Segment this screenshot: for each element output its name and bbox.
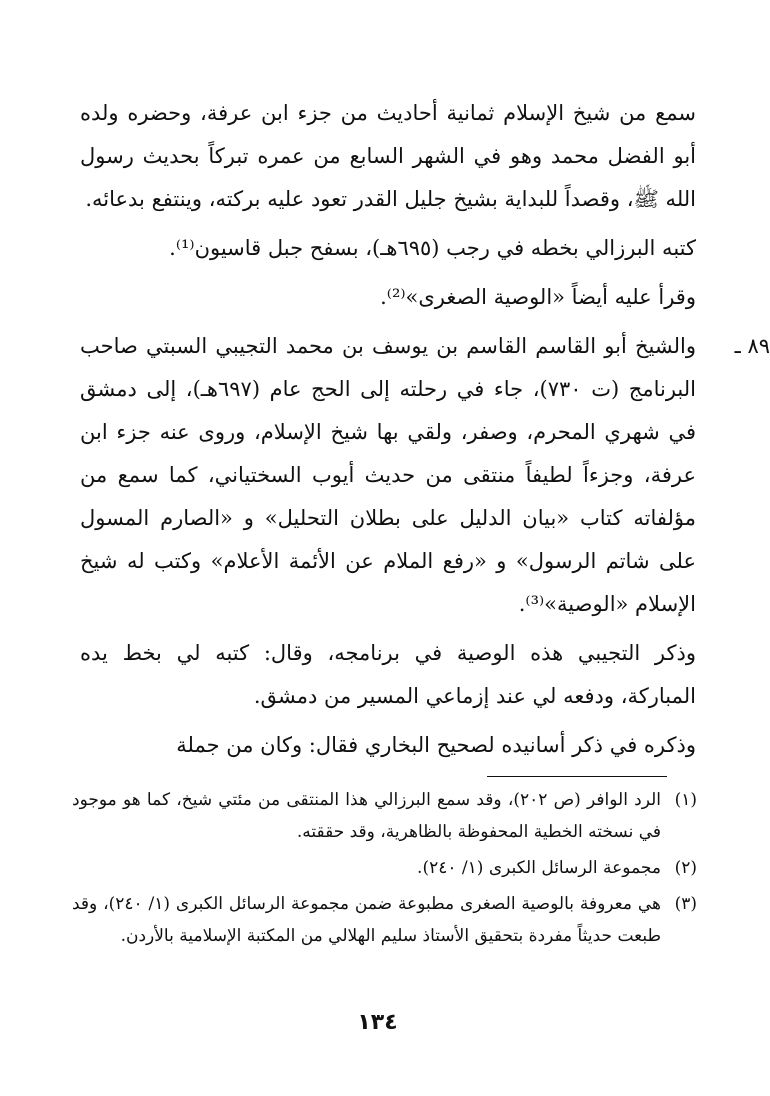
footnote-divider [487,776,667,777]
footnote-text: هي معروفة بالوصية الصغرى مطبوعة ضمن مجموعة الرسائل الكبرى (١/ ٢٤٠)، وقد طبعت حديثاً مفردة بتحقيق الأستاذ سليم الهلالي من المكتبة الإسلامية بالأردن. [72,894,661,946]
footnote-2 [72,852,697,884]
footnote-number: (٣) [674,894,697,914]
page-number: ١٣٤ [357,1010,398,1035]
entry-number: ٨٩ ـ [734,334,770,358]
paragraph-6: وذكره في ذكر أسانيده لصحيح البخاري فقال: وكان من جملة [176,733,696,757]
footnote-number: (١) [674,790,697,810]
paragraph-1: سمع من شيخ الإسلام ثمانية أحاديث من جزء ابن عرفة، وحضره ولده أبو الفضل محمد وهو في الشهر السابع من عمره تبركاً بحديث رسول الله ﷺ، وقصداً للبداية بشيخ جليل القدر تعود عليه بركته، وينتفع بدعائه. [80,101,696,211]
main-text [80,92,770,773]
footnote-text: الرد الوافر (ص ٢٠٢)، وقد سمع البرزالي هذا المنتقى من مئتي شيخ، كما هو موجود في نسخته الخطية المحفوظة بالظاهرية، وقد حققته. [72,790,661,842]
footnote-1 [72,784,697,848]
paragraph-2: كتبه البرزالي بخطه في رجب (٦٩٥هـ)، بسفح جبل قاسيون⁽¹⁾. [169,236,696,260]
entry-89 [80,325,770,626]
footnote-number: (٢) [674,858,697,878]
paragraph-3: وقرأ عليه أيضاً «الوصية الصغرى»⁽²⁾. [380,285,696,309]
paragraph-5: وذكر التجيبي هذه الوصية في برنامجه، وقال: كتبه لي بخط يده المباركة، ودفعه لي عند إزماعي المسير من دمشق. [80,641,696,708]
footnotes [72,784,697,956]
footnote-text: مجموعة الرسائل الكبرى (١/ ٢٤٠). [417,858,661,878]
entry-text: والشيخ أبو القاسم القاسم بن يوسف بن محمد التجيبي السبتي صاحب البرنامج (ت ٧٣٠)، جاء في رحلته إلى الحج عام (٦٩٧هـ)، إلى دمشق في شهري المحرم، وصفر، ولقي بها شيخ الإسلام، وروى عنه جزء ابن عرفة، وجزءاً لطيفاً منتقى من حديث أيوب السختياني، كما سمع من مؤلفاته كتاب «بيان الدليل على بطلان التحليل» و «الصارم المسول على شاتم الرسول» و «رفع الملام عن الأئمة الأعلام» وكتب له شيخ الإسلام «الوصية»⁽³⁾. [80,334,696,616]
footnote-3 [72,888,697,952]
